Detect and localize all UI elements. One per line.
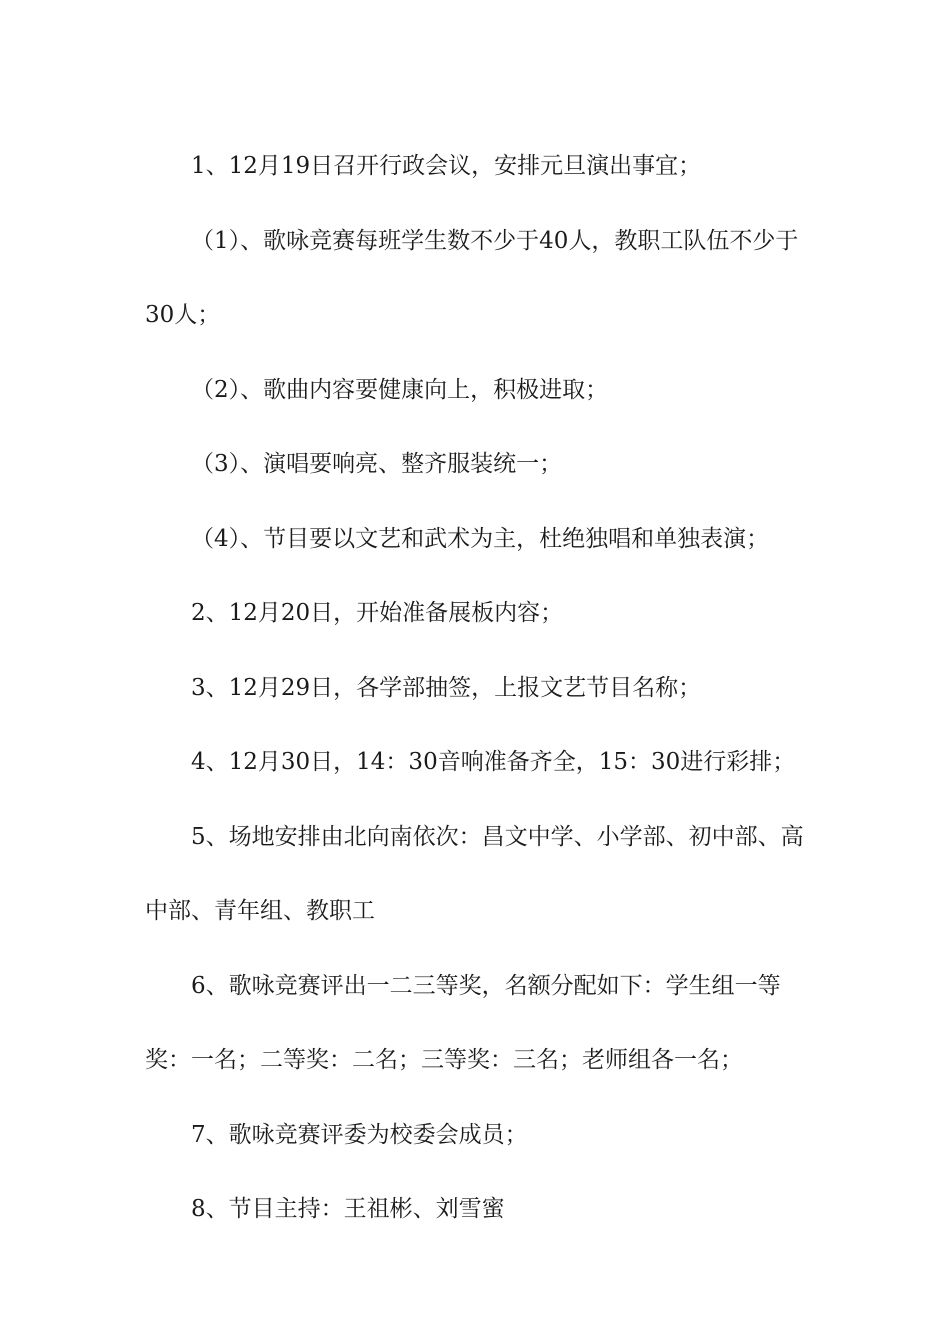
item-judges: 7、歌咏竞赛评委为校委会成员； (191, 1121, 528, 1148)
item-display-board: 2、12月20日，开始准备展板内容； (191, 600, 564, 626)
document-body (145, 129, 810, 1247)
item-awards: 6、歌咏竞赛评出一二三等奖，名额分配如下：学生组一等奖：一名；二等奖：二名；三等奖：三名；老师组各一名； (145, 972, 781, 1073)
subitem-song-content: （2）、歌曲内容要健康向上，积极进取； (191, 376, 609, 403)
item-rehearsal: 4、12月30日，14：30音响准备齐全，15：30进行彩排； (191, 749, 796, 775)
item-lottery: 3、12月29日，各学部抽签，上报文艺节目名称； (191, 674, 702, 701)
subitem-participants: （1）、歌咏竞赛每班学生数不少于40人，教职工队伍不少于30人； (145, 227, 799, 328)
item-hosts: 8、节目主持：王祖彬、刘雪蜜 (191, 1196, 505, 1222)
item-venue-arrangement: 5、场地安排由北向南依次：昌文中学、小学部、初中部、高中部、青年组、教职工 (145, 823, 804, 924)
subitem-singing-uniform: （3）、演唱要响亮、整齐服装统一； (191, 451, 563, 477)
item-meeting: 1、12月19日召开行政会议，安排元旦演出事宜； (191, 153, 702, 179)
subitem-program-type: （4）、节目要以文艺和武术为主，杜绝独唱和单独表演； (191, 525, 770, 552)
